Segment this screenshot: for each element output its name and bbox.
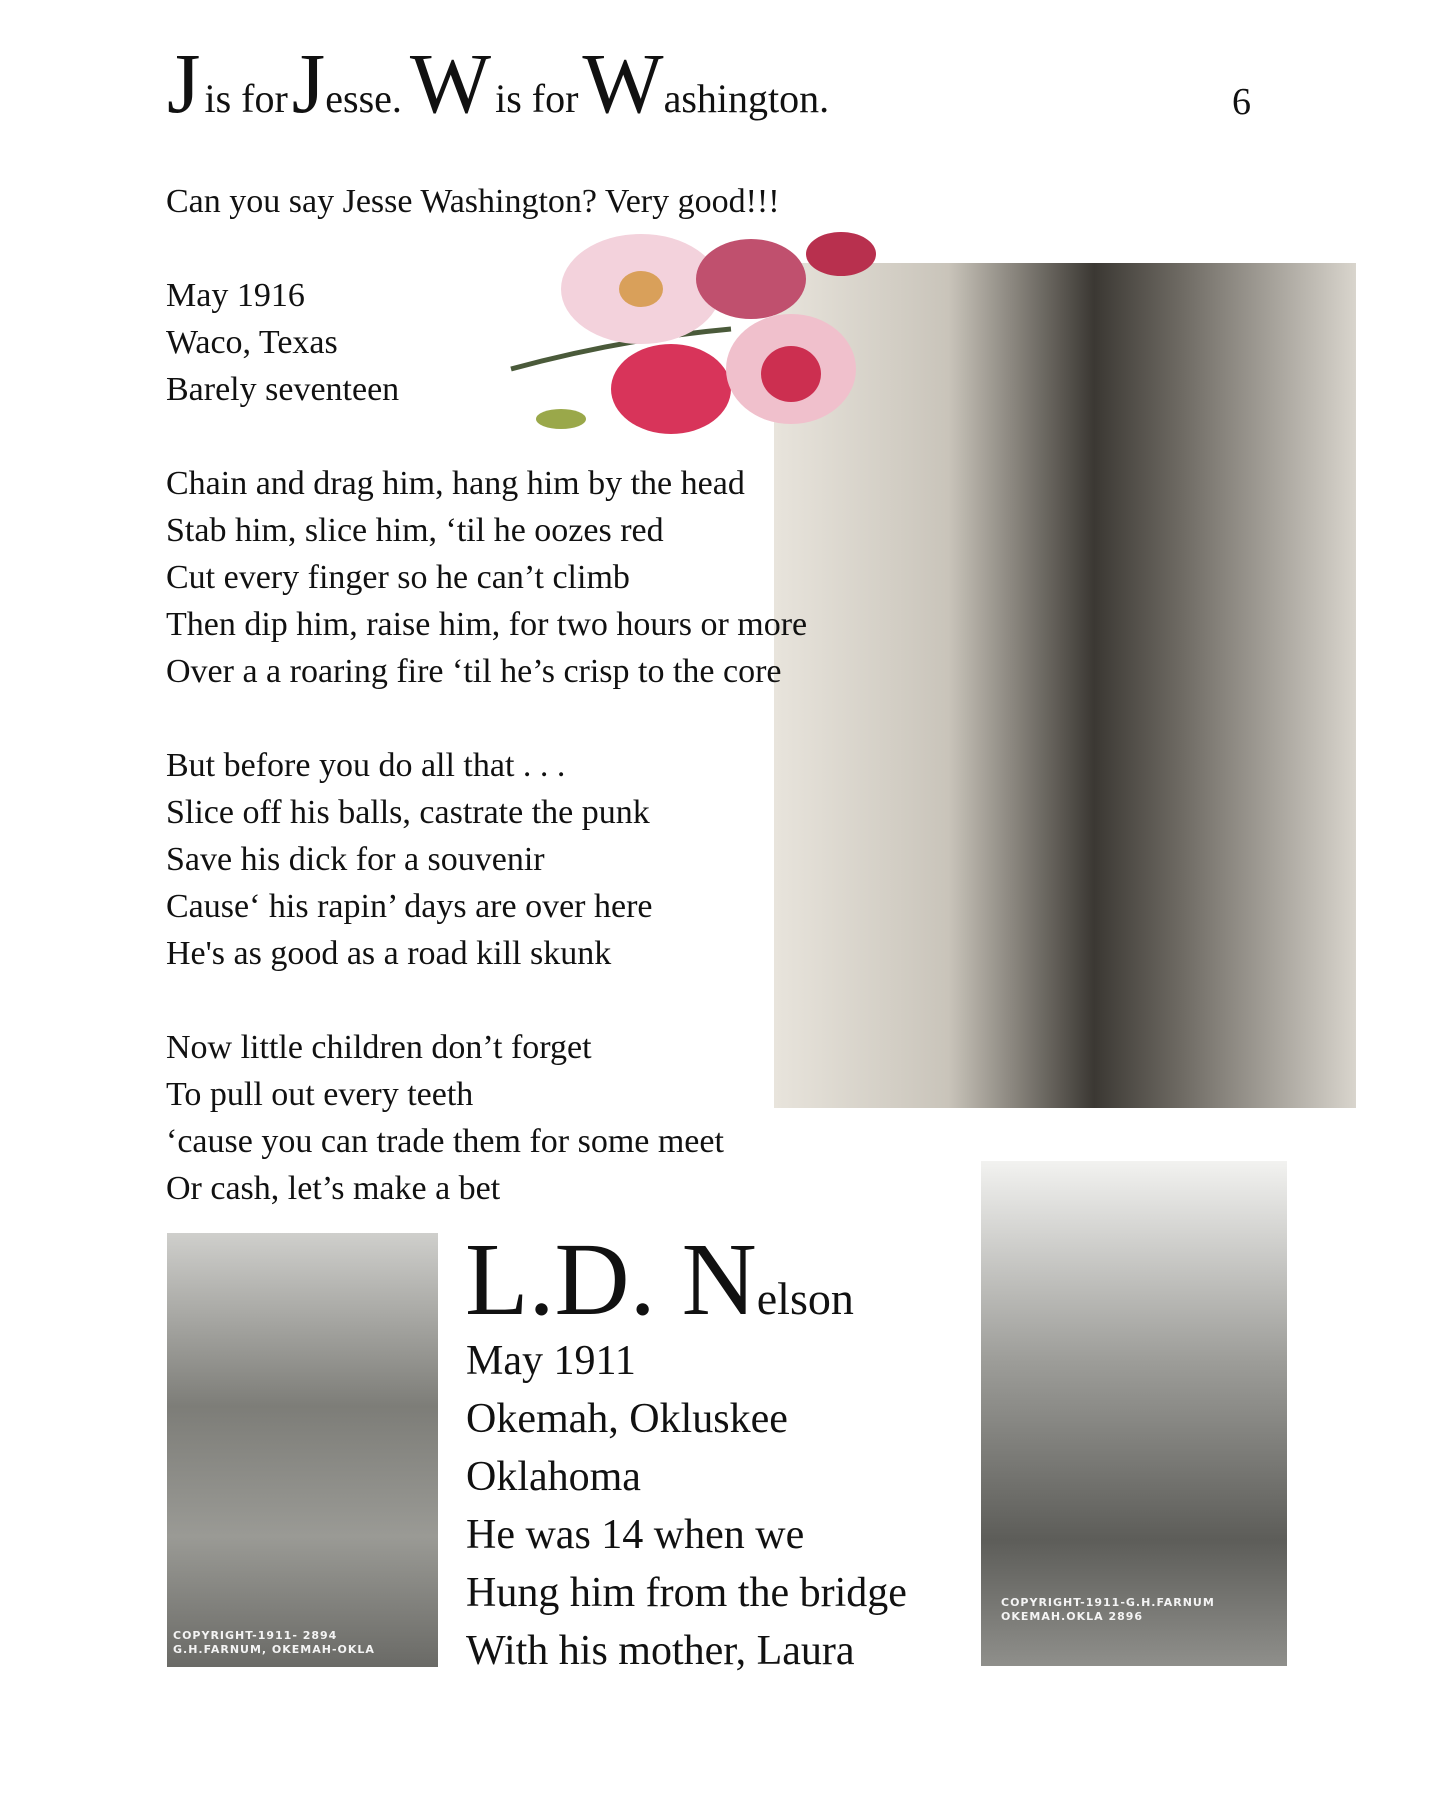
drop-letter-w: W <box>409 35 492 131</box>
poem-line: He's as good as a road kill skunk <box>166 935 612 972</box>
nelson-title-small: elson <box>756 1273 854 1324</box>
poem-line: Can you say Jesse Washington? Very good!!! <box>166 183 780 220</box>
poem-line: Then dip him, raise him, for two hours or more <box>166 606 808 643</box>
drop-letter-w: W <box>582 35 664 131</box>
nelson-line: Hung him from the bridge <box>466 1570 907 1616</box>
poem-line <box>166 413 807 460</box>
nelson-line: With his mother, Laura <box>466 1628 855 1674</box>
poem-line: Stab him, slice him, ‘til he oozes red <box>166 512 664 549</box>
poem-line: Cause‘ his rapin’ days are over here <box>166 888 653 925</box>
photo-caption: COPYRIGHT-1911-G.H.FARNUM <box>1001 1596 1215 1609</box>
poem-line: Over a a roaring fire ‘til he’s crisp to the core <box>166 653 782 690</box>
heading-text: is for <box>495 76 579 121</box>
heading-text: esse. <box>325 76 402 121</box>
nelson-title-large: L.D. N <box>465 1222 757 1337</box>
nelson-line: Okemah, Okluskee <box>466 1396 788 1442</box>
historical-photo-laura-nelson <box>981 1161 1287 1666</box>
poem-line: Slice off his balls, castrate the punk <box>166 794 650 831</box>
heading-text: ashington. <box>663 76 830 121</box>
poem-line <box>166 225 807 272</box>
heading-text: is for <box>204 76 288 121</box>
page-heading <box>167 35 830 131</box>
historical-photo-ld-nelson <box>167 1233 438 1667</box>
nelson-text <box>466 1332 907 1680</box>
poem-line: Save his dick for a souvenir <box>166 841 545 878</box>
poem-text <box>166 178 807 1212</box>
drop-letter-j: J <box>291 35 326 131</box>
poem-line: Waco, Texas <box>166 324 338 361</box>
photo-caption: G.H.FARNUM, OKEMAH-OKLA <box>173 1643 375 1656</box>
page-number: 6 <box>1232 81 1251 123</box>
poem-line: Chain and drag him, hang him by the head <box>166 465 745 502</box>
poem-line: Or cash, let’s make a bet <box>166 1170 501 1207</box>
photo-caption: COPYRIGHT-1911- 2894 <box>173 1629 338 1642</box>
nelson-heading <box>465 1222 854 1337</box>
nelson-line: Oklahoma <box>466 1454 641 1500</box>
nelson-line: He was 14 when we <box>466 1512 805 1558</box>
photo-caption: OKEMAH.OKLA 2896 <box>1001 1610 1144 1623</box>
poem-line: To pull out every teeth <box>166 1076 474 1113</box>
poem-line: Barely seventeen <box>166 371 400 408</box>
poem-line: Cut every finger so he can’t climb <box>166 559 630 596</box>
poem-line <box>166 977 807 1024</box>
drop-letter-j: J <box>167 35 201 131</box>
nelson-line: May 1911 <box>466 1338 636 1384</box>
poem-line: ‘cause you can trade them for some meet <box>166 1123 724 1160</box>
poem-line: But before you do all that . . . <box>166 747 566 784</box>
poem-line <box>166 695 807 742</box>
poem-line: Now little children don’t forget <box>166 1029 592 1066</box>
poem-line: May 1916 <box>166 277 305 314</box>
